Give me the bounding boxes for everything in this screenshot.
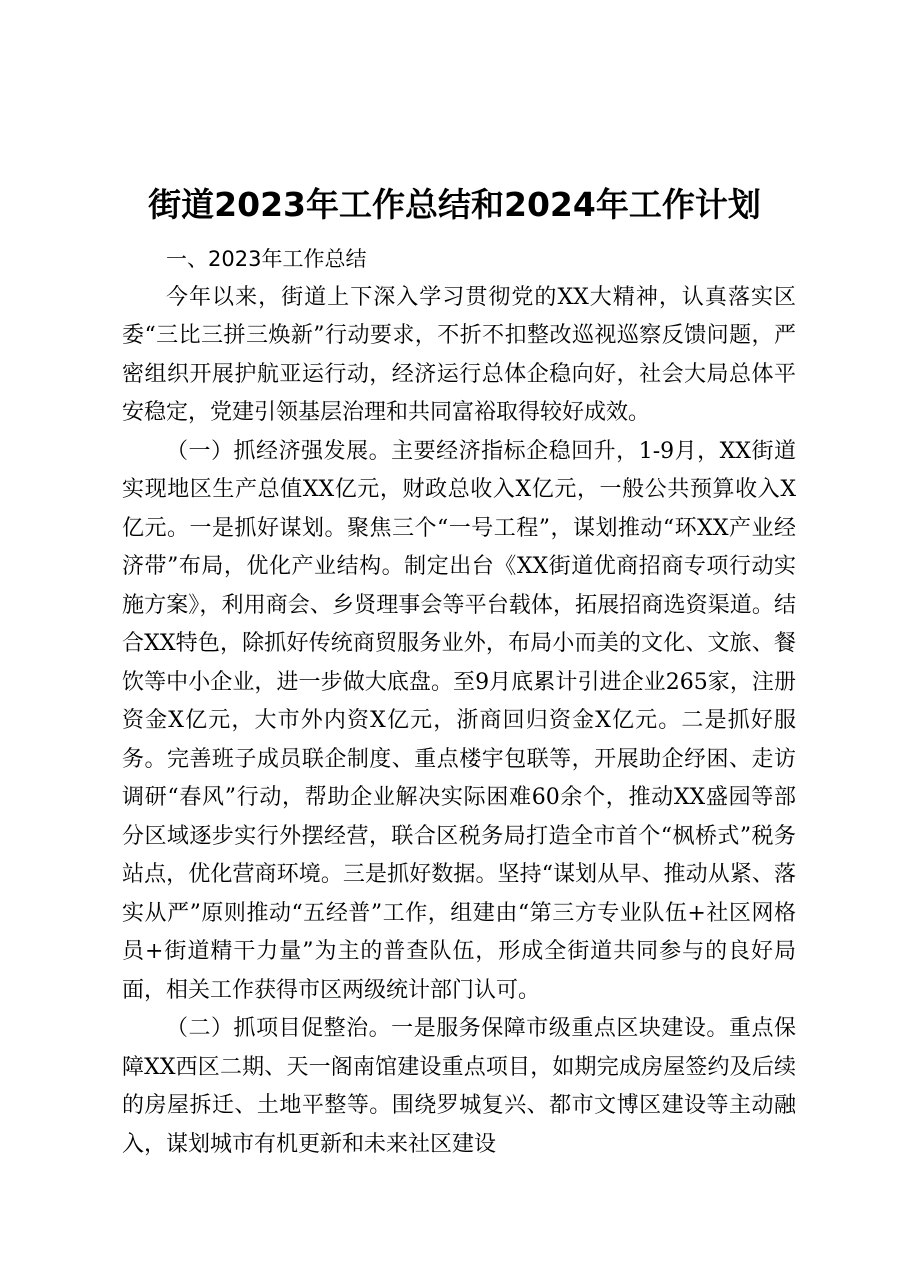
- paragraph-projects: （二）抓项目促整治。一是服务保障市级重点区块建设。重点保障XX西区二期、天一阁南馆建设重点项目，如期完成房屋签约及后续的房屋拆迁、土地平整等。围绕罗城复兴、都市文博区建设等主动融入，谋划城市有机更新和未来社区建设: [122, 1016, 796, 1157]
- paragraph-economy: （一）抓经济强发展。主要经济指标企稳回升，1-9月，XX街道实现地区生产总值XX亿元，财政总收入X亿元，一般公共预算收入X亿元。一是抓好谋划。聚焦三个“一号工程”，谋划推动“环XX产业经济带”布局，优化产业结构。制定出台《XX街道优商招商专项行动实施方案》，利用商会、乡贤理事会等平台载体，拓展招商选资渠道。结合XX特色，除抓好传统商贸服务业外，布局小而美的文化、文旅、餐饮等中小企业，进一步做大底盘。至9月底累计引进企业265家，注册资金X亿元，大市外内资X亿元，浙商回归资金X亿元。二是抓好服务。完善班子成员联企制度、重点楼宇包联等，开展助企纾困、走访调研“春风”行动，帮助企业解决实际困难60余个，推动XX盛园等部分区域逐步实行外摆经营，联合区税务局打造全市首个“枫桥式”税务站点，优化营商环境。三是抓好数据。坚持“谋划从早、推动从紧、落实从严”原则推动“五经普”工作，组建由“第三方专业队伍+社区网格员+街道精干力量”为主的普查队伍，形成全街道共同参与的良好局面，相关工作获得市区两级统计部门认可。: [122, 438, 796, 1003]
- paragraph-intro: 今年以来，街道上下深入学习贯彻党的XX大精神，认真落实区委“三比三拼三焕新”行动要求，不折不扣整改巡视巡察反馈问题，严密组织开展护航亚运行动，经济运行总体企稳向好，社会大局总体平安稳定，党建引领基层治理和共同富裕取得较好成效。: [122, 284, 796, 425]
- document-title: 街道2023年工作总结和2024年工作计划: [148, 185, 761, 225]
- document-body: [122, 240, 796, 1164]
- section-heading-2023-summary: 一、2023年工作总结: [166, 247, 367, 271]
